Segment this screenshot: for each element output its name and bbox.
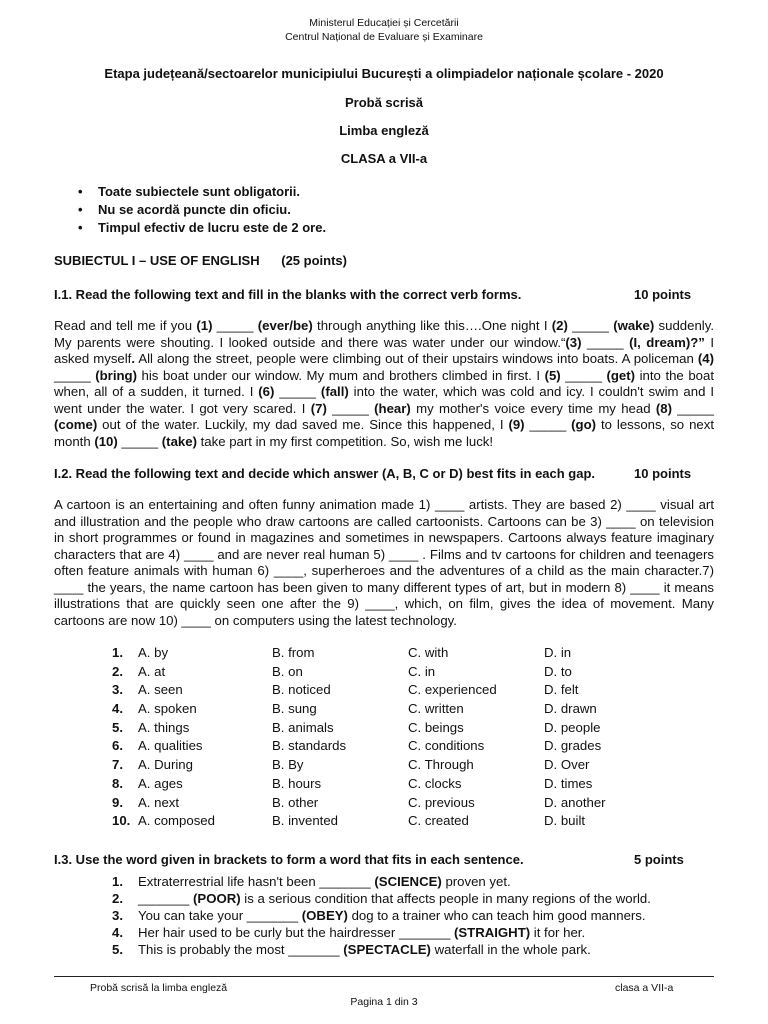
item-pre: Her hair used to be curly but the hairdresser _______	[138, 925, 454, 940]
i3-points: 5 points	[634, 852, 684, 867]
item-post: is a serious condition that affects people in many regions of the world.	[240, 891, 651, 906]
option-b: B. invented	[272, 813, 338, 829]
item-post: waterfall in the whole park.	[430, 942, 591, 957]
option-a: A. spoken	[138, 701, 197, 717]
option-b: B. animals	[272, 719, 334, 735]
word-formation-item	[112, 941, 651, 958]
option-d: D. drawn	[544, 701, 597, 717]
option-a: A. composed	[138, 813, 215, 829]
option-d: D. felt	[544, 682, 579, 698]
subject1-title: SUBIECTUL I – USE OF ENGLISH	[54, 253, 260, 268]
option-b: B. on	[272, 663, 303, 679]
word-formation-item	[112, 890, 651, 907]
option-n: 7.	[112, 757, 123, 773]
option-n: 6.	[112, 738, 123, 754]
subject-title: Limba engleză	[339, 123, 429, 138]
item-num: 3.	[112, 908, 123, 923]
i1-title: I.1. Read the following text and fill in the blanks with the correct verb forms.	[54, 287, 522, 302]
option-d: D. built	[544, 813, 586, 829]
option-a: A. During	[138, 757, 193, 773]
option-d: D. people	[544, 719, 601, 735]
option-b: B. By	[272, 757, 304, 773]
option-d: D. to	[544, 663, 572, 679]
option-n: 4.	[112, 701, 123, 717]
option-c: C. beings	[408, 719, 464, 735]
option-n: 10.	[112, 813, 131, 829]
i2-text: A cartoon is an entertaining and often funny animation made 1) ____ artists. They are based 2) ____ visual art and illustration and the people who draw cartoons are called cartoonists. Cartoons can be 3) ____ on television in short programmes or found in magazines and sometimes in newspapers. Cartoons always feature imaginary characters that are 4) ____ and are never real human 5) ____ . Films and tv cartoons for children and teenagers often feature animals with human 6) ____, superheroes and the adventures of a child as the main character.7) ____ the years, the name cartoon has been given to many different types of art, but in modern 8) ____ it means illustrations that are quickly seen one after the 9) ____, which, on film, gives the idea of movement. Many cartoons are now 10) ____ on computers using the latest technology.	[54, 497, 714, 628]
stage-title: Etapa județeană/sectoarelor municipiului București a olimpiadelor naționale școlare - 2020	[104, 66, 664, 81]
option-row	[112, 795, 606, 814]
i2-options-table	[112, 645, 606, 832]
option-c: C. in	[408, 663, 436, 679]
option-d: D. another	[544, 794, 606, 810]
option-b: B. from	[272, 645, 315, 660]
option-b: B. hours	[272, 775, 322, 791]
item-post: dog to a trainer who can teach him good manners.	[347, 908, 646, 923]
item-post: it for her.	[530, 925, 586, 940]
option-c: C. created	[408, 813, 469, 829]
item-pre: You can take your _______	[138, 908, 302, 923]
footer-left: Probă scrisă la limba engleză	[90, 982, 228, 994]
i1-points: 10 points	[634, 287, 692, 302]
item-word: (OBEY)	[301, 908, 348, 923]
option-row	[112, 645, 606, 664]
rule-item: • Toate subiectele sunt obligatorii.	[98, 183, 326, 201]
ministry-header: Ministerul Educației și Cercetării	[309, 17, 459, 29]
option-row	[112, 682, 606, 701]
item-num: 4.	[112, 925, 123, 940]
option-a: A. by	[138, 645, 169, 660]
option-c: C. Through	[408, 757, 474, 773]
rule-item: • Nu se acordă puncte din oficiu.	[98, 201, 326, 219]
item-post: proven yet.	[441, 874, 511, 889]
subject1-points: (25 points)	[281, 253, 347, 268]
option-b: B. standards	[272, 738, 347, 754]
option-a: A. ages	[138, 775, 183, 791]
option-b: B. sung	[272, 701, 317, 717]
i3-list	[112, 873, 651, 958]
option-b: B. other	[272, 794, 319, 810]
option-c: C. previous	[408, 794, 475, 810]
i2-points: 10 points	[634, 466, 692, 481]
option-d: D. Over	[544, 757, 590, 773]
word-formation-item	[112, 907, 651, 924]
option-c: C. with	[408, 645, 449, 660]
i3-title: I.3. Use the word given in brackets to form a word that fits in each sentence.	[54, 852, 524, 867]
item-pre: This is probably the most _______	[138, 942, 344, 957]
item-word: (POOR)	[193, 891, 241, 906]
option-n: 1.	[112, 645, 123, 660]
footer-right: clasa a VII-a	[615, 982, 674, 994]
i2-heading	[54, 466, 714, 481]
option-d: D. in	[544, 645, 572, 660]
option-n: 5.	[112, 719, 123, 735]
center-header: Centrul Național de Evaluare și Examinare	[285, 31, 483, 43]
option-row	[112, 738, 606, 757]
rule-item: • Timpul efectiv de lucru este de 2 ore.	[98, 219, 326, 237]
option-n: 2.	[112, 663, 123, 679]
option-row	[112, 757, 606, 776]
item-num: 1.	[112, 874, 123, 889]
option-a: A. things	[138, 719, 190, 735]
subject1-heading	[54, 253, 347, 268]
item-pre: Extraterrestrial life hasn't been _______	[138, 874, 375, 889]
i1-heading	[54, 287, 714, 302]
option-row	[112, 664, 606, 683]
footer-divider	[54, 976, 714, 977]
i2-title: I.2. Read the following text and decide which answer (A, B, C or D) best fits in each gap.	[54, 466, 596, 481]
item-word: (SPECTACLE)	[343, 942, 431, 957]
item-word: (SCIENCE)	[374, 874, 442, 889]
option-row	[112, 720, 606, 739]
option-n: 9.	[112, 794, 123, 810]
i3-heading	[54, 852, 714, 867]
i1-text: Read and tell me if you (1) _____ (ever/be) through anything like this….One night I (2) _____ (wake) suddenly. My parents were shouting. I looked outside and there was water under our window.“(3) _____ (I, dream)?” I asked myself. All along the street, people were climbing out of their upstairs windows into boats. A policeman (4) _____ (bring) his boat under our window. My mum and brothers climbed in first. I (5) _____ (get) into the boat when, all of a sudden, it turned. I (6) _____ (fall) into the water, which was cold and icy. I couldn't swim and I went under the water. I got very scared. I (7) _____ (hear) my mother's voice every time my head (8) _____ (come) out of the water. Luckily, my dad saved me. Since this happened, I (9) _____ (go) to lessons, so next month (10) _____ (take) take part in my first competition. So, wish me luck!	[54, 318, 715, 449]
option-n: 8.	[112, 775, 123, 791]
option-c: C. written	[408, 701, 464, 717]
option-a: A. next	[138, 794, 180, 810]
option-a: A. at	[138, 663, 166, 679]
option-c: C. conditions	[408, 738, 485, 754]
option-c: C. experienced	[408, 682, 497, 698]
word-formation-item	[112, 924, 651, 941]
option-row	[112, 776, 606, 795]
class-title: CLASA a VII-a	[340, 151, 428, 166]
option-d: D. grades	[544, 738, 602, 754]
item-pre: _______	[138, 891, 194, 906]
exam-title: Probă scrisă	[344, 95, 424, 110]
rules-list	[98, 183, 326, 237]
option-b: B. noticed	[272, 682, 331, 698]
item-num: 2.	[112, 891, 123, 906]
option-n: 3.	[112, 682, 123, 698]
option-d: D. times	[544, 775, 593, 791]
option-row	[112, 701, 606, 720]
option-c: C. clocks	[408, 775, 462, 791]
footer-page: Pagina 1 din 3	[350, 996, 418, 1008]
word-formation-item	[112, 873, 651, 890]
item-word: (STRAIGHT)	[453, 925, 531, 940]
option-row	[112, 813, 606, 832]
option-a: A. seen	[138, 682, 183, 698]
item-num: 5.	[112, 942, 123, 957]
option-a: A. qualities	[138, 738, 203, 754]
